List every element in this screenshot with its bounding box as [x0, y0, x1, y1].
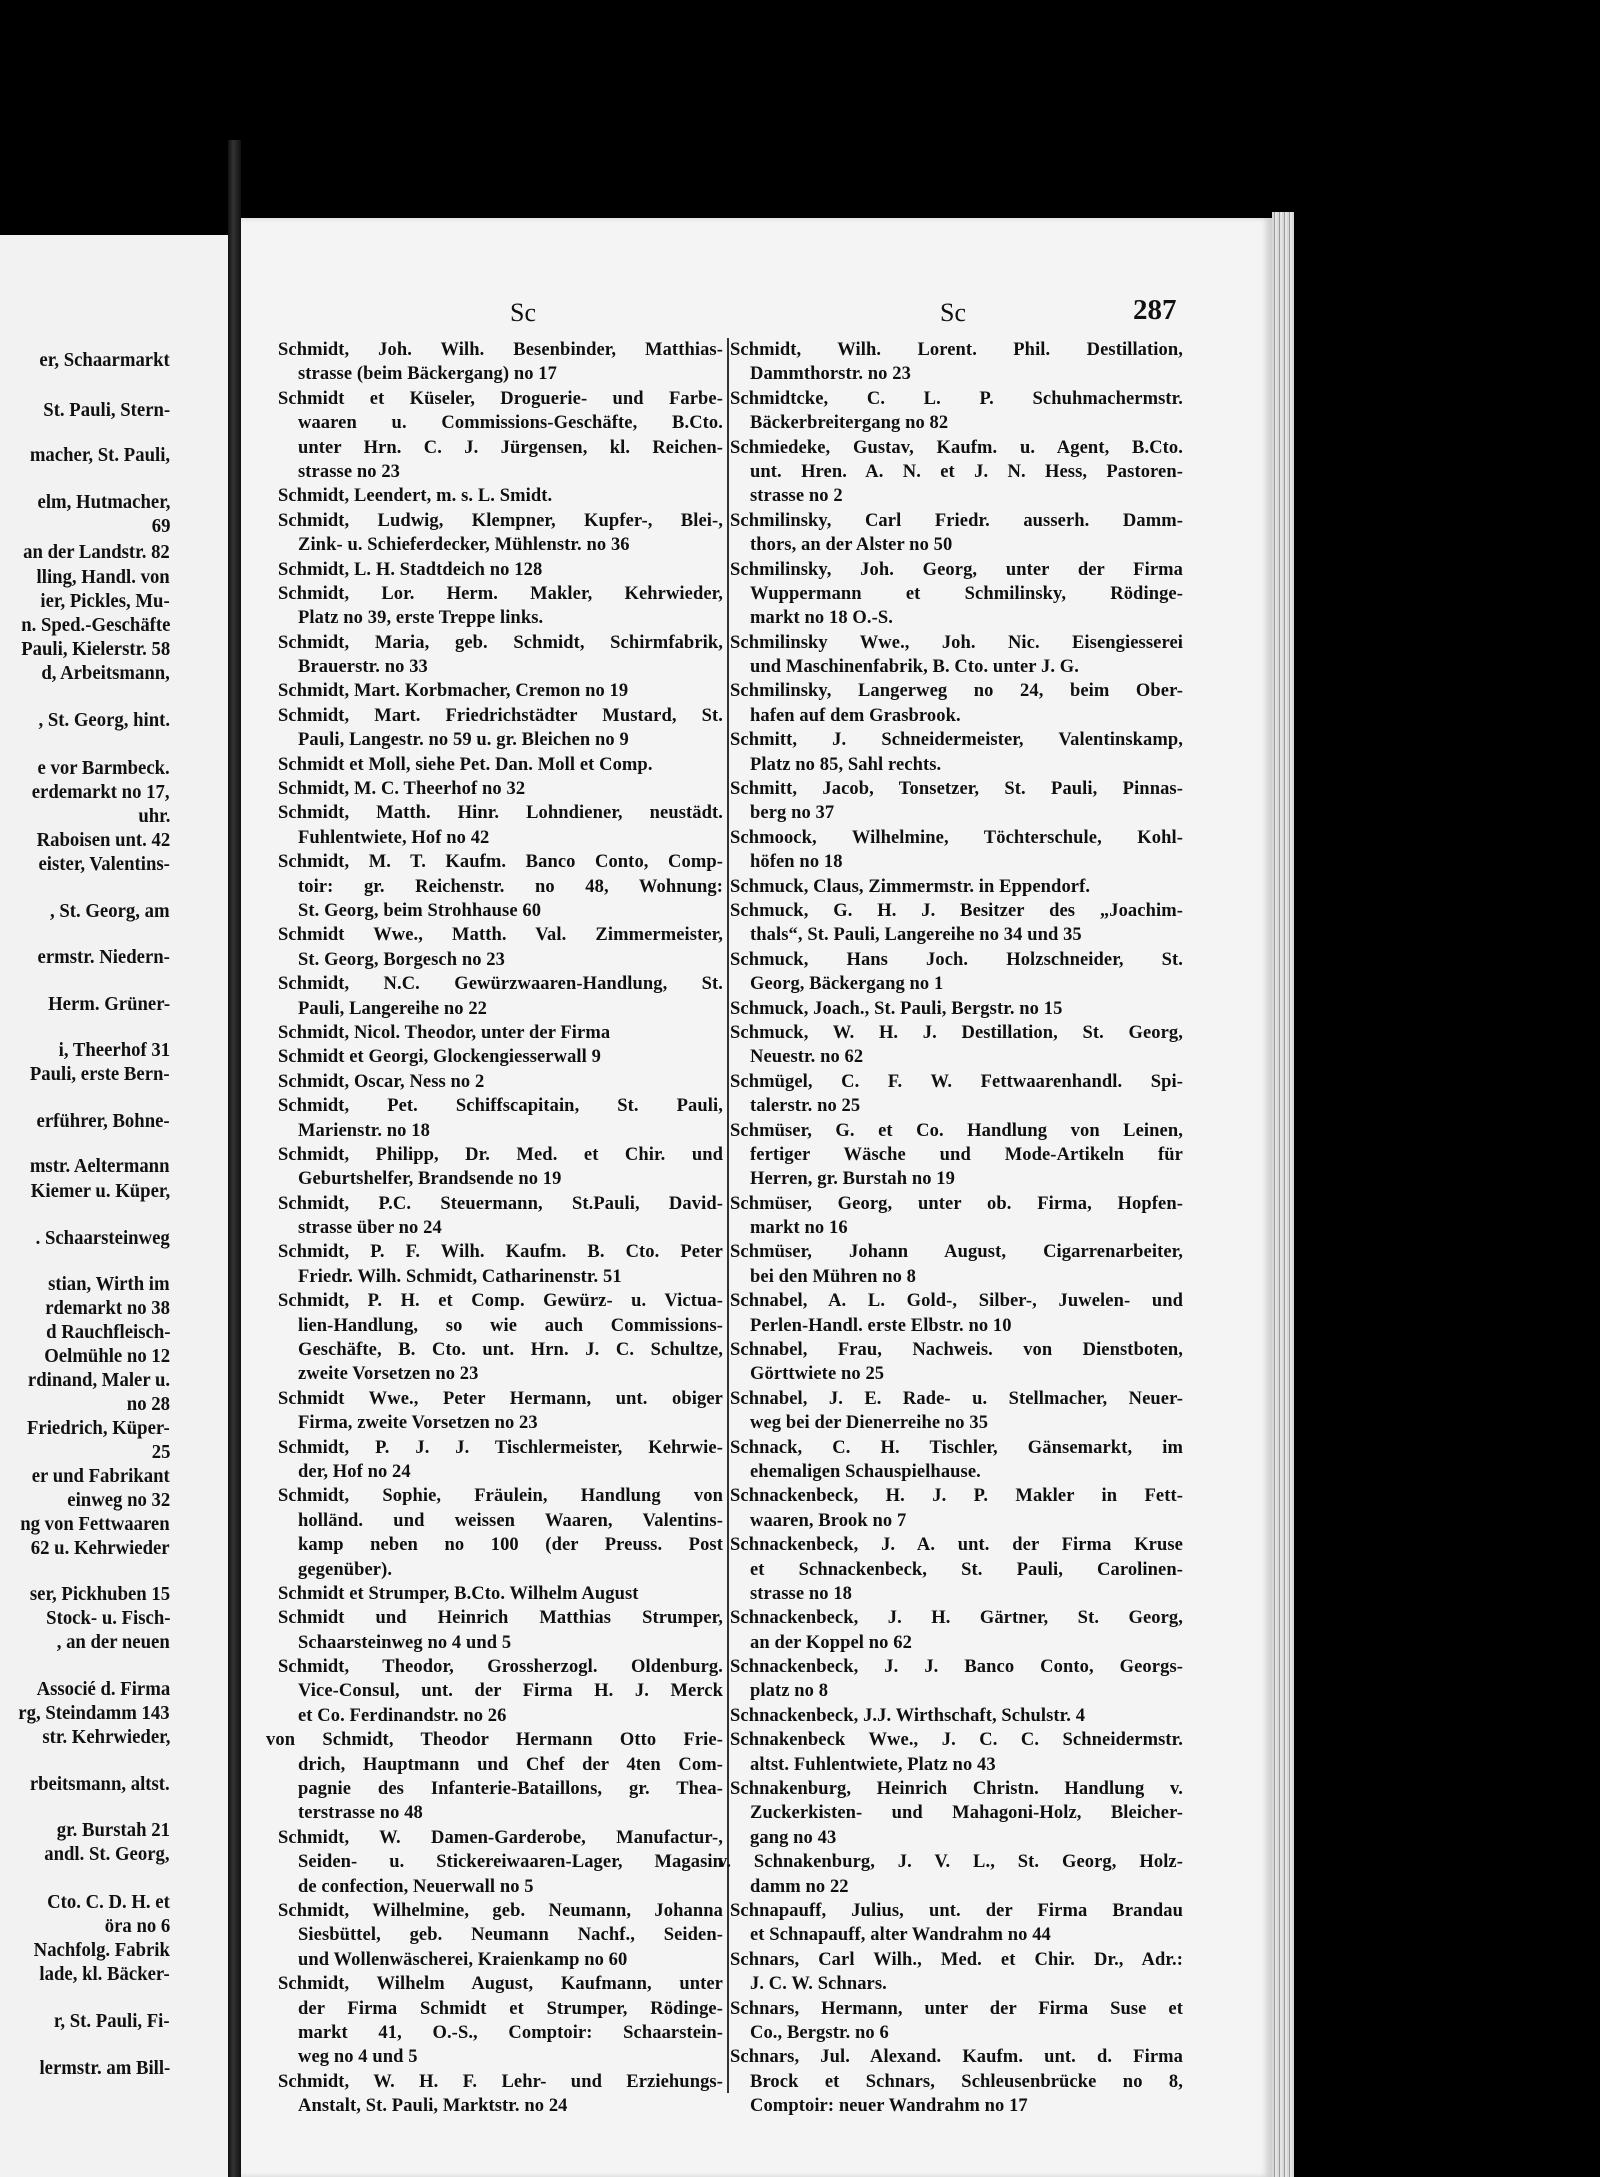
directory-line: Schmidt, Pet. Schiffscapitain, St. Pauli,	[278, 1096, 723, 1117]
directory-line: Schnackenbeck, J. A. unt. der Firma Kruse	[730, 1535, 1183, 1556]
left-page-line: lling, Handl. von	[36, 567, 170, 588]
directory-line: kamp neben no 100 (der Preuss. Post	[298, 1535, 723, 1556]
directory-line: lien-Handlung, so wie auch Commissions-	[298, 1315, 723, 1336]
left-page-line: gr. Burstah 21	[56, 1820, 170, 1841]
directory-line: Schmidt, Theodor, Grossherzogl. Oldenburg.	[278, 1657, 723, 1678]
directory-line: Schnackenbeck, H. J. P. Makler in Fett-	[730, 1486, 1183, 1507]
directory-line: terstrasse no 48	[298, 1803, 423, 1824]
directory-line: Schmidt, Mart. Friedrichstädter Mustard, St.	[278, 705, 723, 726]
directory-line: Friedr. Wilh. Schmidt, Catharinenstr. 51	[298, 1266, 622, 1287]
directory-line: Schnars, Hermann, unter der Firma Suse et	[730, 1998, 1183, 2019]
directory-line: weg bei der Dienerreihe no 35	[750, 1413, 989, 1434]
directory-line: toir: gr. Reichenstr. no 48, Wohnung:	[298, 876, 723, 897]
directory-line: fertiger Wäsche und Mode-Artikeln für	[750, 1144, 1183, 1165]
left-page-line: no 28	[126, 1394, 170, 1415]
directory-line: Schmilinsky, Carl Friedr. ausserh. Damm-	[730, 510, 1183, 531]
left-page-line: , St. Georg, am	[50, 901, 170, 922]
directory-line: Schnackenbeck, J. J. Banco Conto, Georgs-	[730, 1657, 1183, 1678]
directory-line: strasse no 18	[750, 1583, 853, 1604]
directory-line: Schmitt, J. Schneidermeister, Valentinskamp,	[730, 730, 1183, 751]
directory-line: Schmidt, M. C. Theerhof no 32	[278, 779, 526, 800]
left-page-line: rdinand, Maler u.	[27, 1370, 170, 1391]
directory-line: Schmidt et Georgi, Glockengiesserwall 9	[278, 1047, 601, 1068]
directory-line: Pauli, Langereihe no 22	[298, 998, 488, 1019]
directory-line: Schmitt, Jacob, Tonsetzer, St. Pauli, Pinnas-	[730, 779, 1183, 800]
directory-line: Brock et Schnars, Schleusenbrücke no 8,	[750, 2071, 1183, 2092]
directory-line: Bäckerbreitergang no 82	[750, 413, 949, 434]
directory-line: Geschäfte, B. Cto. unt. Hrn. J. C. Schultze,	[298, 1340, 723, 1361]
directory-line: Schnabel, A. L. Gold-, Silber-, Juwelen- und	[730, 1291, 1183, 1312]
directory-line: Schmiedeke, Gustav, Kaufm. u. Agent, B.Cto.	[730, 437, 1183, 458]
directory-line: Geburtshelfer, Brandsende no 19	[298, 1169, 562, 1190]
directory-line: zweite Vorsetzen no 23	[298, 1364, 479, 1385]
directory-line: platz no 8	[750, 1681, 829, 1702]
directory-line: Schmidt, N.C. Gewürzwaaren-Handlung, St.	[278, 974, 723, 995]
directory-line: Platz no 39, erste Treppe links.	[298, 608, 544, 629]
directory-line: Schmoock, Wilhelmine, Töchterschule, Kohl-	[730, 827, 1183, 848]
directory-line: Schmilinsky, Joh. Georg, unter der Firma	[730, 559, 1183, 580]
directory-line: Dammthorstr. no 23	[750, 364, 911, 385]
directory-line: Schmidt, Maria, geb. Schmidt, Schirmfabrik,	[278, 632, 723, 653]
directory-line: Schmidt, Leendert, m. s. L. Smidt.	[278, 486, 553, 507]
directory-line: Schnars, Carl Wilh., Med. et Chir. Dr., Adr.:	[730, 1949, 1183, 1970]
directory-line: strasse no 2	[750, 486, 843, 507]
directory-line: Schnackenbeck, J.J. Wirthschaft, Schulstr. 4	[730, 1705, 1086, 1726]
directory-line: Wuppermann et Schmilinsky, Rödinge-	[750, 583, 1183, 604]
directory-line: bei den Mühren no 8	[750, 1266, 917, 1287]
left-page-line: Pauli, Kielerstr. 58	[20, 639, 170, 660]
directory-line: damm no 22	[750, 1876, 849, 1897]
directory-line: Vice-Consul, unt. der Firma H. J. Merck	[298, 1681, 723, 1702]
directory-line: Görttwiete no 25	[750, 1364, 885, 1385]
directory-line: Comptoir: neuer Wandrahm no 17	[750, 2096, 1028, 2117]
directory-line: Schmidt, Nicol. Theodor, unter der Firma	[278, 1022, 611, 1043]
directory-line: strasse (beim Bäckergang) no 17	[298, 364, 557, 385]
directory-line: holländ. und weissen Waaren, Valentins-	[298, 1510, 723, 1531]
left-page-line: Raboisen unt. 42	[36, 830, 170, 851]
left-page-line: 62 u. Kehrwieder	[31, 1538, 170, 1559]
left-page-line: andl. St. Georg,	[44, 1844, 170, 1865]
left-page-line: ser, Pickhuben 15	[29, 1584, 170, 1605]
directory-line: Schmidt, P. F. Wilh. Kaufm. B. Cto. Peter	[278, 1242, 723, 1263]
directory-line: gang no 43	[750, 1827, 837, 1848]
left-page-line: öra no 6	[104, 1916, 170, 1937]
left-page-line: str. Kehrwieder,	[41, 1727, 170, 1748]
directory-line: Schmuck, G. H. J. Besitzer des „Joachim-	[730, 900, 1183, 921]
directory-line: und Wollenwäscherei, Kraienkamp no 60	[298, 1949, 628, 1970]
directory-line: Schmidt, P. J. J. Tischlermeister, Kehrwie-	[278, 1437, 723, 1458]
directory-line: Schmidt, Wilhelmine, geb. Neumann, Johanna	[278, 1901, 723, 1921]
left-page-line: 25	[151, 1442, 170, 1463]
directory-line: Schmidt, Mart. Korbmacher, Cremon no 19	[278, 681, 629, 702]
directory-line: Schmilinsky Wwe., Joh. Nic. Eisengiesserei	[730, 632, 1183, 653]
directory-line: Schnabel, Frau, Nachweis. von Dienstboten,	[730, 1340, 1183, 1361]
directory-line: Schmidt, W. Damen-Garderobe, Manufactur-,	[278, 1827, 723, 1848]
directory-line: pagnie des Infanterie-Bataillons, gr. Thea-	[298, 1779, 723, 1800]
directory-line: Schmüser, G. et Co. Handlung von Leinen,	[730, 1120, 1183, 1141]
directory-line: waaren u. Commissions-Geschäfte, B.Cto.	[298, 413, 723, 434]
directory-line: Herren, gr. Burstah no 19	[750, 1169, 955, 1190]
directory-line: Schmidt et Strumper, B.Cto. Wilhelm August	[278, 1583, 639, 1604]
left-page-fragment	[0, 235, 231, 2177]
directory-line: Schmidt, Wilh. Lorent. Phil. Destillation,	[730, 340, 1183, 360]
left-page-line: erdemarkt no 17,	[32, 782, 170, 803]
directory-line: der, Hof no 24	[298, 1461, 411, 1482]
directory-line: Schmüser, Johann August, Cigarrenarbeiter,	[730, 1242, 1183, 1263]
left-page-line: erführer, Bohne-	[36, 1111, 170, 1132]
directory-line: talerstr. no 25	[750, 1096, 861, 1117]
directory-line: Zuckerkisten- und Mahagoni-Holz, Bleicher-	[750, 1803, 1183, 1824]
left-page-line: stian, Wirth im	[48, 1274, 170, 1295]
directory-line: berg no 37	[750, 803, 835, 824]
left-page-line: mstr. Aeltermann	[30, 1156, 170, 1177]
directory-line: Georg, Bäckergang no 1	[750, 974, 944, 995]
left-page-line: elm, Hutmacher,	[37, 492, 170, 513]
directory-line: der Firma Schmidt et Strumper, Rödinge-	[298, 1998, 723, 2019]
directory-column-right	[718, 338, 1183, 2119]
directory-line: Schmidt, Wilhelm August, Kaufmann, unter	[278, 1974, 723, 1995]
directory-line: thors, an der Alster no 50	[750, 535, 953, 556]
left-page-line: ng von Fettwaaren	[20, 1514, 170, 1535]
left-page-line: an der Landstr. 82	[23, 542, 170, 563]
left-page-line: Pauli, erste Bern-	[30, 1064, 170, 1085]
directory-line: Anstalt, St. Pauli, Marktstr. no 24	[298, 2096, 568, 2117]
directory-line: gegenüber).	[298, 1559, 393, 1580]
left-page-line: i, Theerhof 31	[58, 1040, 170, 1061]
directory-line: Schmilinsky, Langerweg no 24, beim Ober-	[730, 681, 1183, 702]
directory-line: St. Georg, beim Strohhause 60	[298, 900, 542, 921]
directory-line: unter Hrn. C. J. Jürgensen, kl. Reichen-	[298, 437, 723, 458]
left-page-line: Cto. C. D. H. et	[47, 1892, 170, 1913]
directory-line: Co., Bergstr. no 6	[750, 2022, 889, 2043]
directory-line: et Schnackenbeck, St. Pauli, Carolinen-	[750, 1559, 1183, 1580]
left-page-line: Associé d. Firma	[36, 1679, 170, 1700]
directory-line: Schmidt, P. H. et Comp. Gewürz- u. Victua-	[278, 1291, 723, 1312]
directory-line: Schnackenbeck, J. H. Gärtner, St. Georg,	[730, 1608, 1183, 1629]
directory-line: höfen no 18	[750, 852, 843, 873]
left-page-line: Kiemer u. Küper,	[30, 1181, 170, 1202]
directory-line: Schmidt, Joh. Wilh. Besenbinder, Matthias-	[278, 340, 723, 360]
directory-line: Schmuck, Joach., St. Pauli, Bergstr. no 15	[730, 998, 1063, 1019]
directory-line: St. Georg, Borgesch no 23	[298, 949, 506, 970]
directory-line: Schaarsteinweg no 4 und 5	[298, 1632, 512, 1653]
left-page-line: rbeitsmann, altst.	[30, 1774, 170, 1795]
directory-line: Schnars, Jul. Alexand. Kaufm. unt. d. Firma	[730, 2047, 1183, 2068]
left-page-line: ier, Pickles, Mu-	[40, 591, 170, 612]
left-page-line: Stock- u. Fisch-	[45, 1608, 170, 1629]
directory-line: Pauli, Langestr. no 59 u. gr. Bleichen no 9	[298, 730, 629, 751]
left-page-line: d, Arbeitsmann,	[41, 663, 170, 684]
directory-line: J. C. W. Schnars.	[750, 1974, 887, 1995]
left-page-line: er, Schaarmarkt	[39, 350, 170, 371]
left-page-line: , St. Georg, hint.	[38, 710, 170, 731]
left-page-line: St. Pauli, Stern-	[43, 400, 170, 421]
directory-line: Schmuck, W. H. J. Destillation, St. Georg,	[730, 1022, 1183, 1043]
directory-line: waaren, Brook no 7	[750, 1510, 907, 1531]
page-number: 287	[1133, 294, 1177, 326]
left-page-line: ermstr. Niedern-	[37, 947, 170, 968]
column-divider	[727, 338, 729, 2093]
left-page-line: einweg no 32	[67, 1490, 170, 1511]
directory-line: strasse über no 24	[298, 1218, 442, 1239]
directory-line: Schmidt, P.C. Steuermann, St.Pauli, David-	[278, 1193, 723, 1214]
directory-line: weg no 4 und 5	[298, 2047, 418, 2068]
left-page-line: . Schaarsteinweg	[35, 1228, 170, 1249]
left-page-line: Friedrich, Küper-	[27, 1418, 170, 1439]
page-edges	[1272, 212, 1294, 2177]
directory-line: Schmidt, Ludwig, Klempner, Kupfer-, Blei-,	[278, 510, 723, 531]
directory-line: Firma, zweite Vorsetzen no 23	[298, 1413, 538, 1434]
directory-line: Schmidt, M. T. Kaufm. Banco Conto, Comp-	[278, 852, 723, 873]
directory-line: Schmidt, Philipp, Dr. Med. et Chir. und	[278, 1144, 723, 1165]
directory-line: Schnakenburg, Heinrich Christn. Handlung v.	[730, 1779, 1183, 1800]
directory-line: Schnakenbeck Wwe., J. C. C. Schneidermstr.	[730, 1730, 1183, 1751]
directory-line: et Co. Ferdinandstr. no 26	[298, 1705, 507, 1726]
directory-line: an der Koppel no 62	[750, 1632, 912, 1653]
left-page-line: rg, Steindamm 143	[18, 1703, 170, 1724]
left-page-line: , an der neuen	[56, 1632, 170, 1653]
directory-line: thals“, St. Pauli, Langereihe no 34 und 35	[750, 925, 1082, 946]
directory-line: Schmidt, L. H. Stadtdeich no 128	[278, 559, 543, 580]
directory-line: hafen auf dem Grasbrook.	[750, 705, 961, 726]
directory-line: Schmidt Wwe., Peter Hermann, unt. obiger	[278, 1388, 723, 1409]
directory-line: Schnabel, J. E. Rade- u. Stellmacher, Neuer-	[730, 1388, 1183, 1409]
directory-line: Schmidtcke, C. L. P. Schuhmachermstr.	[730, 388, 1183, 409]
running-head-right: Sc	[940, 298, 966, 327]
left-page-line: lade, kl. Bäcker-	[39, 1964, 170, 1985]
directory-line: markt no 18 O.-S.	[750, 608, 894, 629]
directory-column-left	[266, 338, 723, 2119]
left-page-line: rdemarkt no 38	[45, 1298, 170, 1319]
left-page-line: uhr.	[137, 806, 170, 827]
directory-line: markt 41, O.-S., Comptoir: Schaarstein-	[298, 2022, 723, 2043]
book-gutter	[228, 140, 241, 2177]
directory-line: unt. Hren. A. N. et J. N. Hess, Pastoren-	[750, 461, 1183, 482]
directory-line: ehemaligen Schauspielhause.	[750, 1461, 981, 1482]
left-page-line: Herm. Grüner-	[48, 994, 170, 1015]
directory-line: Schmidt et Moll, siehe Pet. Dan. Moll et Comp.	[278, 754, 653, 775]
directory-line: und Maschinenfabrik, B. Cto. unter J. G.	[750, 657, 1079, 678]
directory-line: v. Schnakenburg, J. V. L., St. Georg, Holz-	[718, 1852, 1183, 1873]
left-page-line: eister, Valentins-	[38, 854, 170, 875]
directory-line: Schmidt, Lor. Herm. Makler, Kehrwieder,	[278, 583, 723, 604]
directory-line: Schmidt, Matth. Hinr. Lohndiener, neustädt.	[278, 803, 723, 824]
directory-line: Schmidt et Küseler, Droguerie- und Farbe-	[278, 388, 723, 409]
left-page-line: Oelmühle no 12	[44, 1346, 170, 1367]
directory-line: Schnapauff, Julius, unt. der Firma Brandau	[730, 1901, 1183, 1921]
directory-line: Schmidt, W. H. F. Lehr- und Erziehungs-	[278, 2071, 723, 2092]
directory-line: Brauerstr. no 33	[298, 657, 428, 678]
directory-line: Zink- u. Schieferdecker, Mühlenstr. no 36	[298, 535, 630, 556]
left-page-line: Nachfolg. Fabrik	[33, 1940, 170, 1961]
directory-line: Platz no 85, Sahl rechts.	[750, 754, 942, 775]
directory-line: Schmügel, C. F. W. Fettwaarenhandl. Spi-	[730, 1071, 1183, 1092]
directory-line: Schmidt Wwe., Matth. Val. Zimmermeister,	[278, 925, 723, 946]
directory-line: Schmuck, Claus, Zimmermstr. in Eppendorf.	[730, 876, 1091, 897]
left-page-line: macher, St. Pauli,	[29, 445, 170, 466]
directory-line: Neuestr. no 62	[750, 1047, 864, 1068]
left-page-line: n. Sped.-Geschäfte	[20, 615, 170, 636]
directory-line: Marienstr. no 18	[298, 1120, 430, 1141]
left-page-line: lermstr. am Bill-	[39, 2058, 170, 2079]
directory-line: Schmuck, Hans Joch. Holzschneider, St.	[730, 949, 1183, 970]
directory-line: Seiden- u. Stickereiwaaren-Lager, Magasin	[298, 1852, 723, 1873]
running-head-left: Sc	[510, 298, 536, 327]
directory-line: Perlen-Handl. erste Elbstr. no 10	[750, 1315, 1012, 1336]
directory-line: Schmidt und Heinrich Matthias Strumper,	[278, 1608, 723, 1629]
directory-line: strasse no 23	[298, 461, 401, 482]
left-page-line: r, St. Pauli, Fi-	[54, 2011, 170, 2032]
left-page-line: 69	[151, 516, 170, 537]
directory-line: altst. Fuhlentwiete, Platz no 43	[750, 1754, 996, 1775]
directory-line: drich, Hauptmann und Chef der 4ten Com-	[298, 1754, 723, 1775]
directory-line: Fuhlentwiete, Hof no 42	[298, 827, 490, 848]
directory-line: markt no 16	[750, 1218, 848, 1239]
directory-line: de confection, Neuerwall no 5	[298, 1876, 534, 1897]
left-page-line: er und Fabrikant	[31, 1466, 170, 1487]
directory-line: Schmüser, Georg, unter ob. Firma, Hopfen-	[730, 1193, 1183, 1214]
directory-line: Schnack, C. H. Tischler, Gänsemarkt, im	[730, 1437, 1183, 1458]
left-page-line: d Rauchfleisch-	[45, 1322, 170, 1343]
directory-line: Siesbüttel, geb. Neumann Nachf., Seiden-	[298, 1925, 723, 1946]
directory-line: et Schnapauff, alter Wandrahm no 44	[750, 1925, 1051, 1946]
left-page-line: e vor Barmbeck.	[37, 758, 170, 779]
directory-line: Schmidt, Oscar, Ness no 2	[278, 1071, 485, 1092]
directory-line: von Schmidt, Theodor Hermann Otto Frie-	[266, 1730, 723, 1751]
directory-line: Schmidt, Sophie, Fräulein, Handlung von	[278, 1486, 723, 1507]
